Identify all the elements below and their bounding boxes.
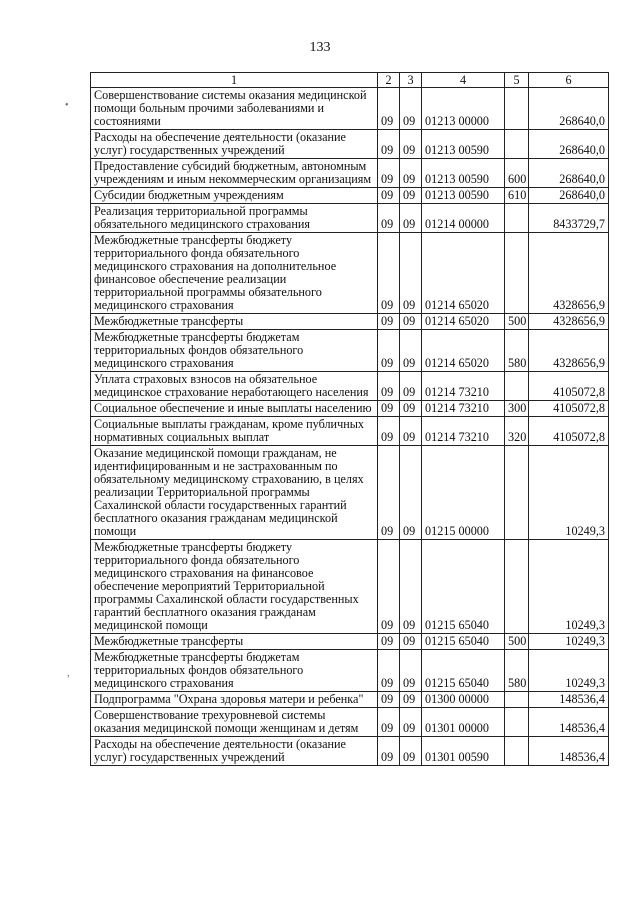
header-cell: 1 xyxy=(91,73,378,88)
row-expense-type xyxy=(505,708,529,737)
row-subsection: 09 xyxy=(400,401,422,417)
row-expense-type xyxy=(505,737,529,766)
table-row xyxy=(91,737,609,766)
row-amount: 268640,0 xyxy=(529,188,609,204)
row-section: 09 xyxy=(378,540,400,634)
row-name: Межбюджетные трансферты xyxy=(91,634,378,650)
row-expense-type xyxy=(505,446,529,540)
row-name: Межбюджетные трансферты xyxy=(91,314,378,330)
row-expense-type: 500 xyxy=(505,634,529,650)
table-row xyxy=(91,130,609,159)
header-cell: 3 xyxy=(400,73,422,88)
row-amount: 10249,3 xyxy=(529,446,609,540)
table-row xyxy=(91,692,609,708)
row-name: Расходы на обеспечение деятельности (оказание услуг) государственных учреждений xyxy=(91,130,378,159)
scan-speck: • xyxy=(65,100,69,111)
row-amount: 10249,3 xyxy=(529,540,609,634)
row-subsection: 09 xyxy=(400,372,422,401)
row-expense-type xyxy=(505,233,529,314)
row-subsection: 09 xyxy=(400,417,422,446)
row-expense-type: 580 xyxy=(505,330,529,372)
row-amount: 148536,4 xyxy=(529,708,609,737)
row-amount: 268640,0 xyxy=(529,159,609,188)
table-row xyxy=(91,233,609,314)
table-row xyxy=(91,708,609,737)
row-subsection: 09 xyxy=(400,159,422,188)
row-amount: 4105072,8 xyxy=(529,401,609,417)
row-target-code: 01213 00000 xyxy=(422,88,505,130)
row-name: Межбюджетные трансферты бюджету территориального фонда обязательного медицинского страхования на финансовое обеспечение мероприятий Территориальной программы Сахалинской области государственных гарантий бесплатного оказания гражданам медицинской помощи xyxy=(91,540,378,634)
row-subsection: 09 xyxy=(400,88,422,130)
row-name: Реализация территориальной программы обязательного медицинского страхования xyxy=(91,204,378,233)
table-row xyxy=(91,159,609,188)
row-target-code: 01214 00000 xyxy=(422,204,505,233)
row-target-code: 01214 73210 xyxy=(422,401,505,417)
row-section: 09 xyxy=(378,314,400,330)
table-row xyxy=(91,372,609,401)
table-row xyxy=(91,88,609,130)
row-amount: 268640,0 xyxy=(529,130,609,159)
row-target-code: 01213 00590 xyxy=(422,130,505,159)
scan-speck: , xyxy=(67,668,70,679)
row-expense-type xyxy=(505,130,529,159)
row-section: 09 xyxy=(378,188,400,204)
row-amount: 4105072,8 xyxy=(529,417,609,446)
row-section: 09 xyxy=(378,737,400,766)
row-target-code: 01301 00590 xyxy=(422,737,505,766)
row-amount: 8433729,7 xyxy=(529,204,609,233)
row-amount: 4328656,9 xyxy=(529,330,609,372)
table-header-row xyxy=(91,73,609,88)
row-target-code: 01215 65040 xyxy=(422,650,505,692)
row-section: 09 xyxy=(378,650,400,692)
row-target-code: 01214 73210 xyxy=(422,372,505,401)
row-subsection: 09 xyxy=(400,708,422,737)
row-subsection: 09 xyxy=(400,540,422,634)
row-name: Расходы на обеспечение деятельности (оказание услуг) государственных учреждений xyxy=(91,737,378,766)
table-row xyxy=(91,401,609,417)
row-target-code: 01215 65040 xyxy=(422,540,505,634)
row-name: Субсидии бюджетным учреждениям xyxy=(91,188,378,204)
row-section: 09 xyxy=(378,330,400,372)
row-target-code: 01214 73210 xyxy=(422,417,505,446)
row-subsection: 09 xyxy=(400,692,422,708)
row-name: Оказание медицинской помощи гражданам, не идентифицированным и не застрахованным по обязательному медицинскому страхованию, в целях реализации Территориальной программы Сахалинской области государственных гарантий бесплатного оказания гражданам медицинской помощи xyxy=(91,446,378,540)
row-subsection: 09 xyxy=(400,737,422,766)
table-row xyxy=(91,634,609,650)
row-expense-type xyxy=(505,540,529,634)
row-subsection: 09 xyxy=(400,314,422,330)
row-amount: 10249,3 xyxy=(529,634,609,650)
row-expense-type: 500 xyxy=(505,314,529,330)
row-amount: 148536,4 xyxy=(529,692,609,708)
table-row xyxy=(91,540,609,634)
header-cell: 5 xyxy=(505,73,529,88)
table-row xyxy=(91,204,609,233)
row-amount: 4105072,8 xyxy=(529,372,609,401)
page-number: 133 xyxy=(309,40,331,55)
row-section: 09 xyxy=(378,401,400,417)
row-amount: 148536,4 xyxy=(529,737,609,766)
header-cell: 2 xyxy=(378,73,400,88)
row-amount: 268640,0 xyxy=(529,88,609,130)
table-row xyxy=(91,330,609,372)
row-section: 09 xyxy=(378,233,400,314)
row-name: Социальное обеспечение и иные выплаты населению xyxy=(91,401,378,417)
row-expense-type xyxy=(505,372,529,401)
row-section: 09 xyxy=(378,204,400,233)
row-expense-type: 610 xyxy=(505,188,529,204)
row-section: 09 xyxy=(378,692,400,708)
header-cell: 6 xyxy=(529,73,609,88)
row-target-code: 01215 65040 xyxy=(422,634,505,650)
row-section: 09 xyxy=(378,130,400,159)
row-section: 09 xyxy=(378,159,400,188)
row-subsection: 09 xyxy=(400,446,422,540)
row-target-code: 01214 65020 xyxy=(422,233,505,314)
row-name: Предоставление субсидий бюджетным, автономным учреждениям и иным некоммерческим организациям xyxy=(91,159,378,188)
row-section: 09 xyxy=(378,88,400,130)
row-target-code: 01215 00000 xyxy=(422,446,505,540)
table-row xyxy=(91,314,609,330)
budget-table xyxy=(90,72,609,766)
row-subsection: 09 xyxy=(400,204,422,233)
row-name: Межбюджетные трансферты бюджетам территориальных фондов обязательного медицинского страхования xyxy=(91,330,378,372)
row-section: 09 xyxy=(378,446,400,540)
row-section: 09 xyxy=(378,372,400,401)
row-name: Совершенствование системы оказания медицинской помощи больным прочими заболеваниями и состояниями xyxy=(91,88,378,130)
row-target-code: 01214 65020 xyxy=(422,330,505,372)
row-subsection: 09 xyxy=(400,330,422,372)
row-expense-type xyxy=(505,692,529,708)
row-amount: 10249,3 xyxy=(529,650,609,692)
row-name: Межбюджетные трансферты бюджету территориального фонда обязательного медицинского страхования на дополнительное финансовое обеспечение реализации территориальной программы обязательного медицинского страхования xyxy=(91,233,378,314)
row-expense-type: 580 xyxy=(505,650,529,692)
row-name: Подпрограмма "Охрана здоровья матери и ребенка" xyxy=(91,692,378,708)
row-name: Совершенствование трехуровневой системы оказания медицинской помощи женщинам и детям xyxy=(91,708,378,737)
row-amount: 4328656,9 xyxy=(529,314,609,330)
row-section: 09 xyxy=(378,634,400,650)
row-subsection: 09 xyxy=(400,634,422,650)
row-target-code: 01213 00590 xyxy=(422,159,505,188)
row-subsection: 09 xyxy=(400,130,422,159)
row-subsection: 09 xyxy=(400,650,422,692)
row-subsection: 09 xyxy=(400,188,422,204)
table-row xyxy=(91,417,609,446)
header-cell: 4 xyxy=(422,73,505,88)
row-amount: 4328656,9 xyxy=(529,233,609,314)
row-expense-type xyxy=(505,88,529,130)
table-row xyxy=(91,446,609,540)
table-row xyxy=(91,650,609,692)
row-expense-type: 300 xyxy=(505,401,529,417)
row-section: 09 xyxy=(378,417,400,446)
table-row xyxy=(91,188,609,204)
row-section: 09 xyxy=(378,708,400,737)
row-target-code: 01213 00590 xyxy=(422,188,505,204)
row-name: Межбюджетные трансферты бюджетам территориальных фондов обязательного медицинского страхования xyxy=(91,650,378,692)
row-subsection: 09 xyxy=(400,233,422,314)
row-expense-type: 320 xyxy=(505,417,529,446)
row-expense-type xyxy=(505,204,529,233)
row-name: Уплата страховых взносов на обязательное медицинское страхование неработающего населения xyxy=(91,372,378,401)
row-target-code: 01214 65020 xyxy=(422,314,505,330)
row-name: Социальные выплаты гражданам, кроме публичных нормативных социальных выплат xyxy=(91,417,378,446)
row-expense-type: 600 xyxy=(505,159,529,188)
row-target-code: 01301 00000 xyxy=(422,708,505,737)
row-target-code: 01300 00000 xyxy=(422,692,505,708)
